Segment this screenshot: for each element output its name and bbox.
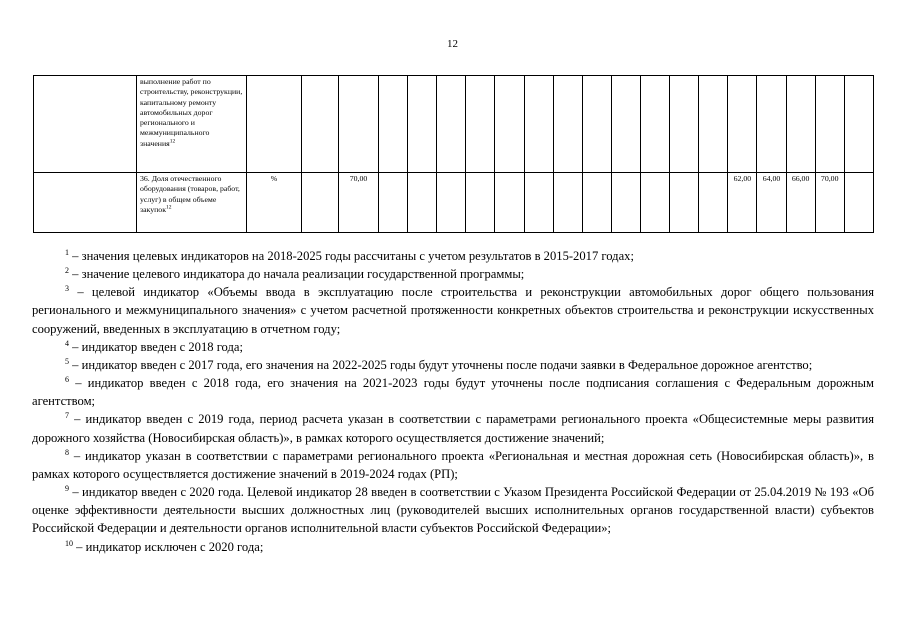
value-cell [640,76,669,173]
footnote-mark: 9 [65,483,69,493]
indicators-table [33,75,874,233]
indicator-name: 36. Доля отечественного оборудования (товаров, работ, услуг) в общем объеме закупок [140,174,240,214]
footnote-text: – индикатор введен с 2019 года, период расчета указан в соответствии с параметрами регионального проекта «Общесистемные меры развития дорожного хозяйства (Новосибирская область)», в рамках которого осуществляется достижение значений; [32,412,874,445]
base-value-cell [339,76,379,173]
value-cell [611,76,640,173]
footnote-mark: 4 [65,338,69,348]
indicator-name-cell [137,76,247,173]
indicator-name: выполнение работ по строительству, реконструкции, капитальному ремонту автомобильных дорог регионального и межмуниципального значения [140,77,243,148]
footnote [32,283,874,337]
value-cell [728,76,757,173]
value-cell [844,173,873,233]
footnote-text: – индикатор введен с 2018 года, его значения на 2021-2023 годы будут уточнены после подписания соглашения с Федеральным дорожным агентством; [32,376,874,409]
footnote [32,265,874,283]
footnote-text: – индикатор исключен с 2020 года; [73,539,264,554]
value-cell [815,76,844,173]
value-cell: 62,00 [728,173,757,233]
table-cell-empty [302,76,339,173]
value-cell: 66,00 [786,173,815,233]
unit-cell: % [247,173,302,233]
footnote [32,483,874,537]
value-cell [582,76,611,173]
value-cell [699,173,728,233]
footnote-mark: 1 [65,247,69,257]
footnote [32,338,874,356]
footnote-text: – значение целевого индикатора до начала реализации государственной программы; [69,267,525,282]
value-cell [553,173,582,233]
value-cell [466,76,495,173]
value-cell [844,76,873,173]
footnote-mark: 8 [65,447,69,457]
indicator-name-cell [137,173,247,233]
footnote [32,447,874,483]
value-cell [466,173,495,233]
footnote [32,374,874,410]
footnote [32,538,874,556]
value-cell [437,76,466,173]
page-number: 12 [447,38,458,50]
footnote [32,356,874,374]
footnote-text: – значения целевых индикаторов на 2018-2025 годы рассчитаны с учетом результатов в 2015-2017 годах; [69,249,634,263]
value-cell: 64,00 [757,173,786,233]
table-cell-empty [302,173,339,233]
footnote-text: – индикатор введен с 2018 года; [69,339,243,354]
value-cell [524,173,553,233]
value-cell [640,173,669,233]
footnote-mark: 10 [65,538,73,548]
table-row [34,173,874,233]
value-cell [379,173,408,233]
value-cell [437,173,466,233]
footnote-mark: 6 [65,374,69,384]
footnote [32,410,874,446]
base-value-cell: 70,00 [339,173,379,233]
footnote-text: – индикатор введен с 2017 года, его значения на 2022-2025 годы будут уточнены после подачи заявки в Федеральное дорожное агентство; [69,357,813,372]
value-cell [553,76,582,173]
value-cell [611,173,640,233]
value-cell [786,76,815,173]
footnote-mark: 3 [65,284,69,294]
value-cell [379,76,408,173]
footnote-text: – целевой индикатор «Объемы ввода в эксплуатацию после строительства и реконструкции автомобильных дорог общего пользования регионального и межмуниципального значения» с учетом расчетной протяженности конкретных объектов строительства и реконструкции искусственных сооружений, введенных в эксплуатацию в отчетном году; [32,285,874,336]
value-cell [699,76,728,173]
table-cell-empty [34,173,137,233]
value-cell [408,76,437,173]
value-cell [524,76,553,173]
footnotes [32,247,874,556]
unit-cell [247,76,302,173]
footnote [32,247,874,265]
indicator-footnote-ref: 12 [169,138,176,145]
footnote-mark: 2 [65,265,69,275]
value-cell [495,173,524,233]
footnote-text: – индикатор указан в соответствии с параметрами регионального проекта «Региональная и местная дорожная сеть (Новосибирская область)», в рамках которого осуществляется достижение значений в 2019-2024 годах (РП); [32,448,874,481]
indicator-footnote-ref: 12 [165,204,172,211]
footnote-text: – индикатор введен с 2020 года. Целевой индикатор 28 введен в соответствии с Указом Президента Российской Федерации от 25.04.2019 № 193 «Об оценке эффективности деятельности высших должностных лиц (руководителей высших исполнительных органов государственной власти) субъектов Российской Федерации и деятельности органов исполнительной власти субъектов Российской Федерации»; [32,485,874,536]
value-cell [670,173,699,233]
footnote-mark: 7 [65,411,69,421]
value-cell [757,76,786,173]
value-cell [495,76,524,173]
table-row [34,76,874,173]
value-cell [582,173,611,233]
footnote-mark: 5 [65,356,69,366]
value-cell [408,173,437,233]
value-cell: 70,00 [815,173,844,233]
table-cell-empty [34,76,137,173]
value-cell [670,76,699,173]
